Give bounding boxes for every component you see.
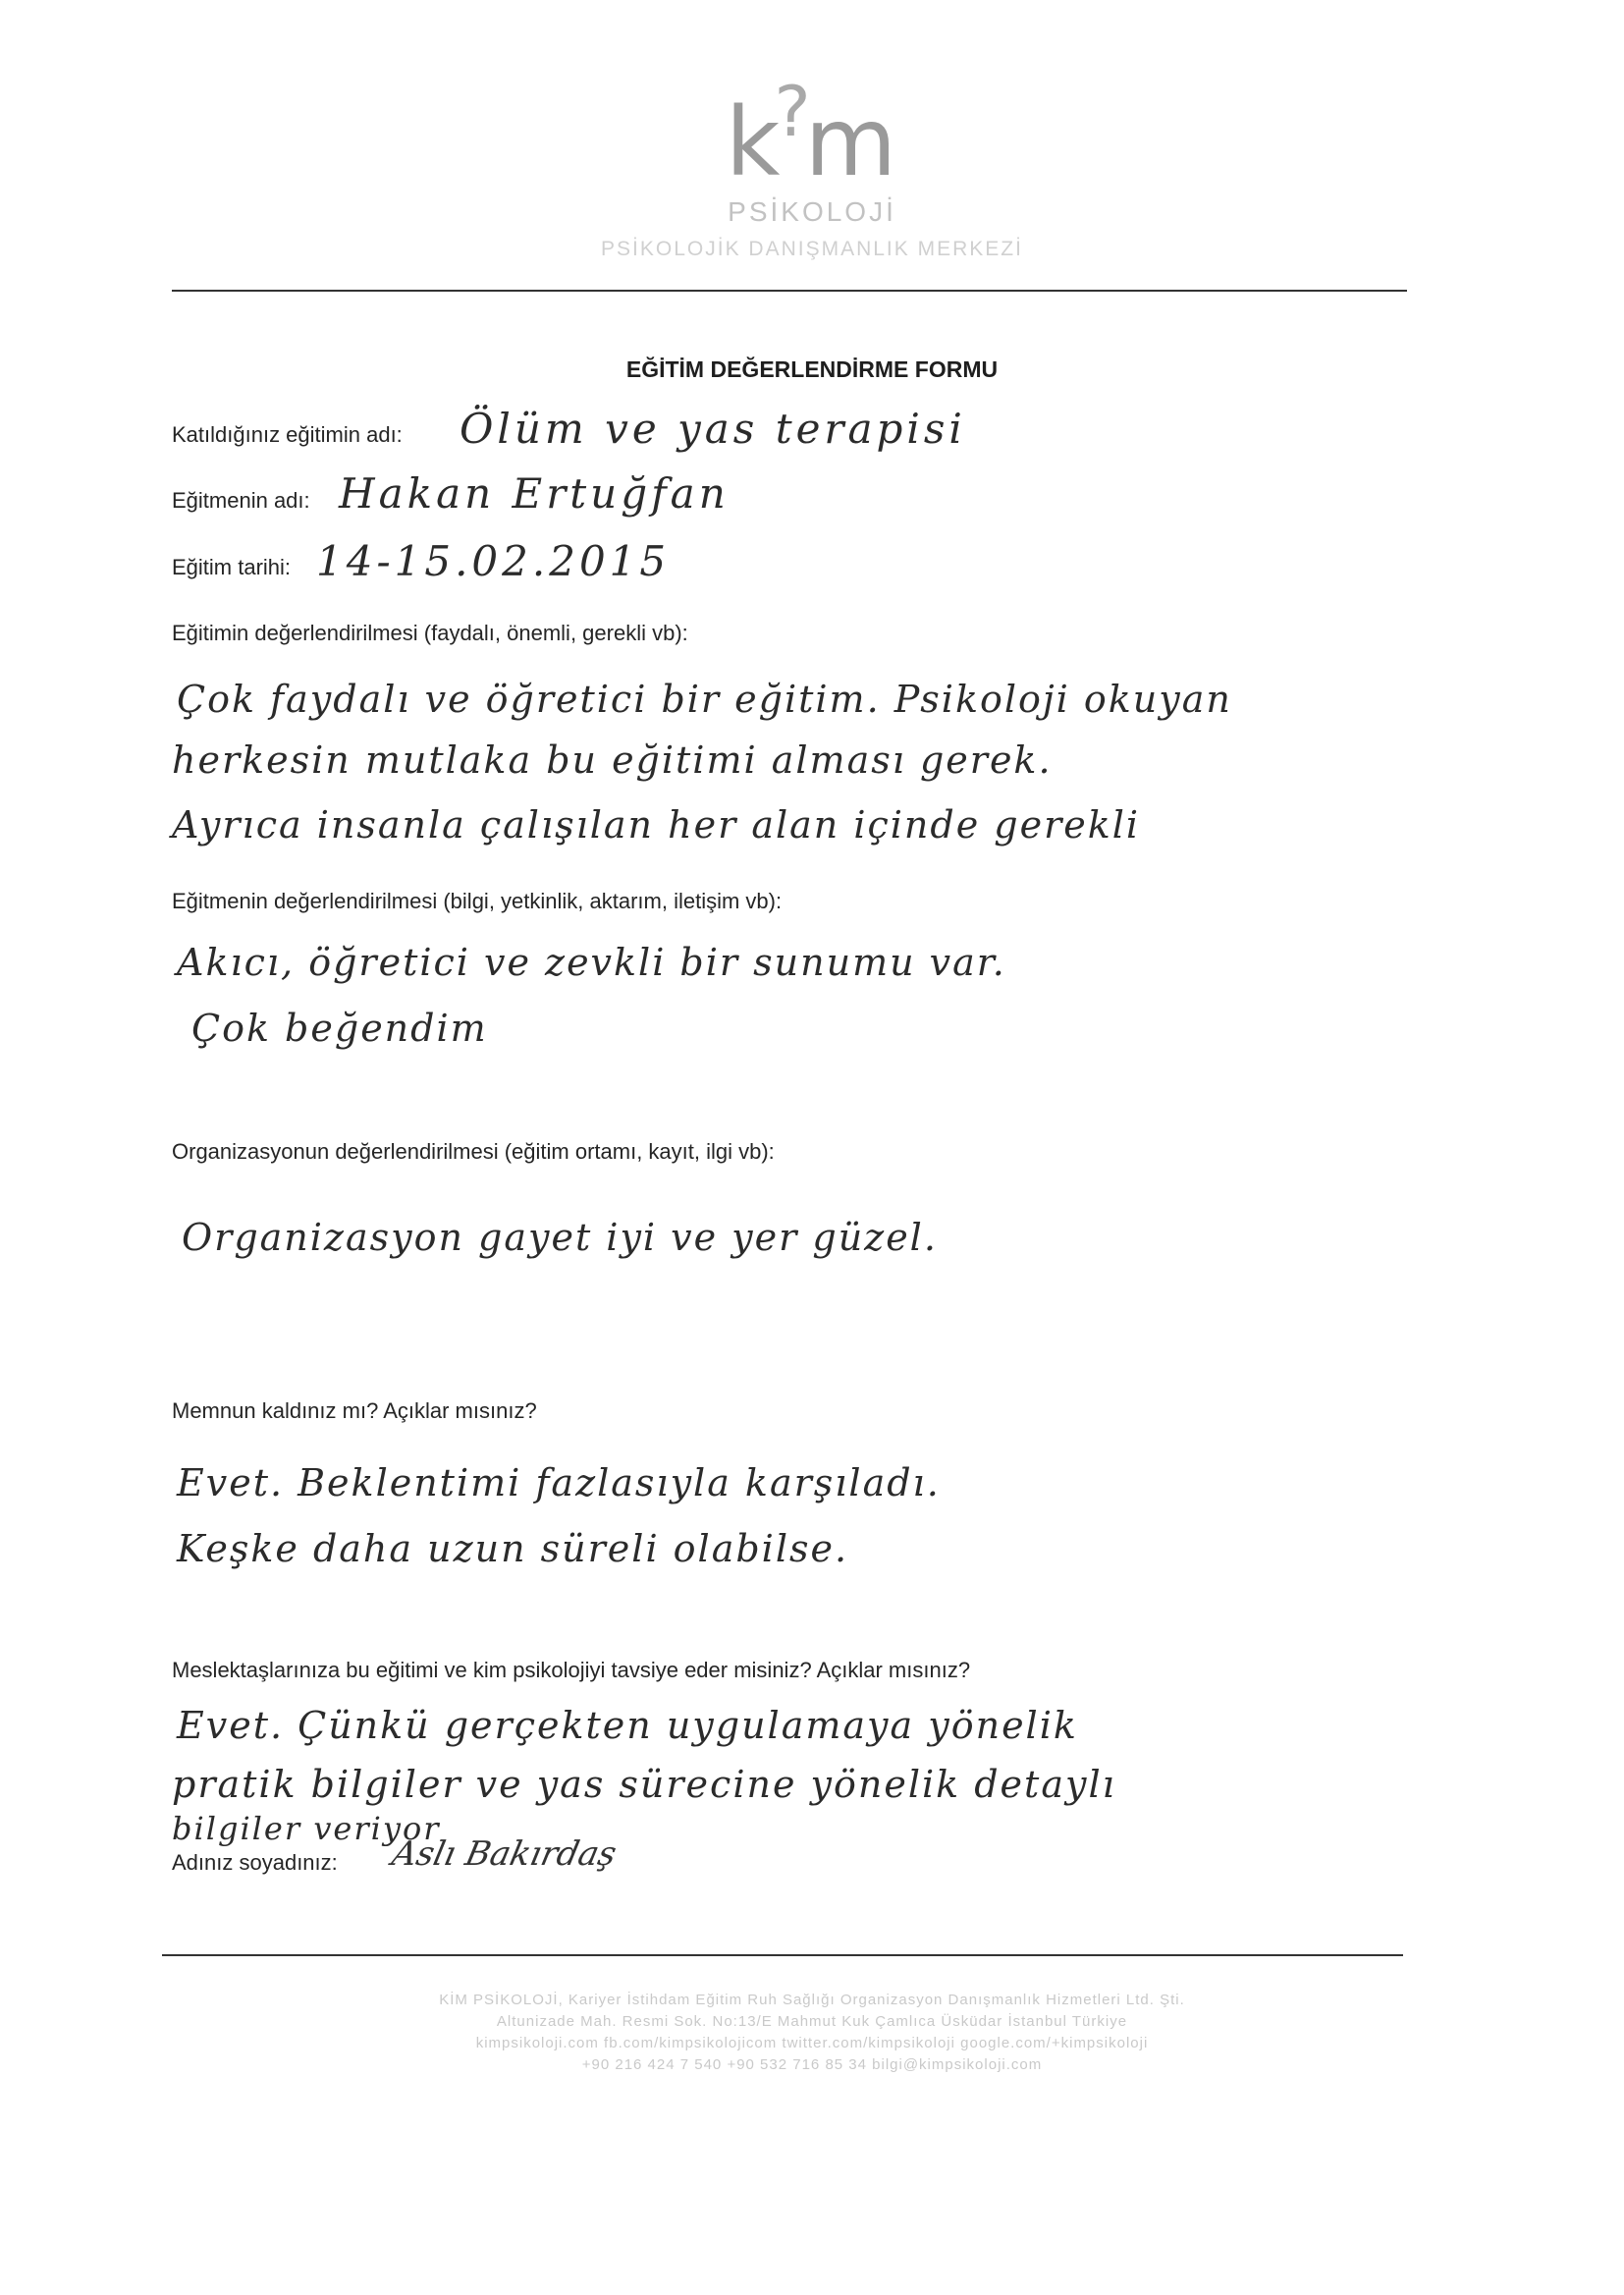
name-signature: Aslı Bakırdaş <box>388 1834 621 1874</box>
recommend-line-1: Evet. Çünkü gerçekten uygulamaya yönelik <box>177 1704 1078 1747</box>
training-eval-line-1: Çok faydalı ve öğretici bir eğitim. Psikoloji okuyan <box>177 678 1232 721</box>
satisfaction-label: Memnun kaldınız mı? Açıklar mısınız? <box>172 1398 537 1423</box>
trainer-name-label: Eğitmenin adı: <box>172 488 310 513</box>
organization-eval-label: Organizasyonun değerlendirilmesi (eğitim ortamı, kayıt, ilgi vb): <box>172 1139 775 1164</box>
trainer-name-value: Hakan Ertuğfan <box>339 469 730 518</box>
logo-wordmark <box>0 72 1624 200</box>
organization-eval-line-1: Organizasyon gayet iyi ve yer güzel. <box>182 1216 938 1259</box>
name-label: Adınız soyadınız: <box>172 1850 338 1875</box>
trainer-eval-line-2: Çok beğendim <box>191 1007 488 1050</box>
trainer-eval-label: Eğitmenin değerlendirilmesi (bilgi, yetkinlik, aktarım, iletişim vb): <box>172 889 783 913</box>
training-eval-label: Eğitimin değerlendirilmesi (faydalı, önemli, gerekli vb): <box>172 621 688 645</box>
trainer-eval-line-1: Akıcı, öğretici ve zevkli bir sunumu var. <box>177 941 1006 984</box>
logo-psikoloji: PSİKOLOJİ <box>728 196 896 227</box>
company-logo <box>0 72 1624 261</box>
recommend-line-2: pratik bilgiler ve yas sürecine yönelik detaylı <box>172 1763 1116 1806</box>
recommend-label: Meslektaşlarınıza bu eğitimi ve kim psikolojiyi tavsiye eder misiniz? Açıklar mısınız? <box>172 1658 971 1682</box>
logo-question-mark: ? <box>774 72 813 152</box>
footer-contact <box>0 1990 1624 2076</box>
footer-divider <box>162 1954 1403 1956</box>
form-title: EĞİTİM DEĞERLENDİRME FORMU <box>625 356 999 382</box>
recommend-line-3: bilgiler veriyor <box>172 1810 441 1847</box>
training-eval-line-2: herkesin mutlaka bu eğitimi alması gerek. <box>172 738 1053 782</box>
training-name-value: Ölüm ve yas terapisi <box>460 405 966 453</box>
header-divider <box>172 290 1407 292</box>
training-eval-line-3: Ayrıca insanla çalışılan her alan içinde gerekli <box>172 803 1141 847</box>
logo-tagline: PSİKOLOJİK DANIŞMANLIK MERKEZİ <box>601 238 1023 260</box>
training-name-label: Katıldığınız eğitimin adı: <box>172 422 403 447</box>
footer-company: KİM PSİKOLOJİ, Kariyer İstihdam Eğitim Ruh Sağlığı Organizasyon Danışmanlık Hizmetleri Ltd. Şti. <box>439 1992 1185 2008</box>
training-date-label: Eğitim tarihi: <box>172 555 292 579</box>
footer-phone: +90 216 424 7 540 +90 532 716 85 34 bilgi@kimpsikoloji.com <box>581 2056 1043 2073</box>
satisfaction-line-1: Evet. Beklentimi fazlasıyla karşıladı. <box>177 1461 941 1504</box>
footer-web: kimpsikoloji.com fb.com/kimpsikolojicom twitter.com/kimpsikoloji google.com/+kimpsikoloji <box>475 2035 1149 2051</box>
satisfaction-line-2: Keşke daha uzun süreli olabilse. <box>177 1527 849 1570</box>
logo-kim: k?m <box>725 72 899 197</box>
footer-address: Altunizade Mah. Resmi Sok. No:13/E Mahmut Kuk Çamlıca Üsküdar İstanbul Türkiye <box>496 2013 1128 2030</box>
training-date-value: 14-15.02.2015 <box>316 537 671 585</box>
